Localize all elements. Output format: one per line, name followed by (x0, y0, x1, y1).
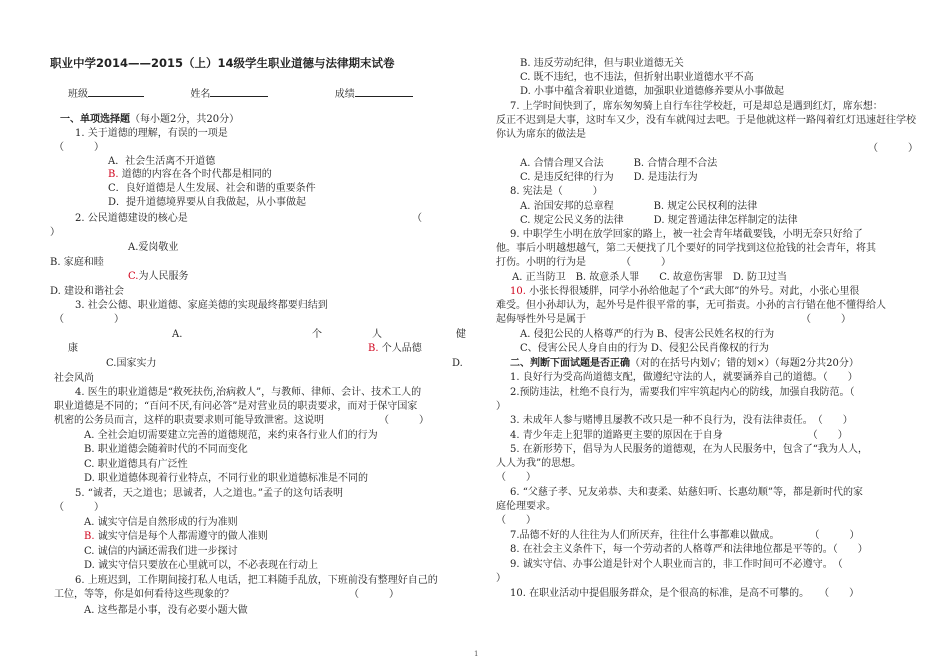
question-9: 9. 中职学生小明在放学回家的路上，被一社会青年堵截要钱，小明无奈只好给了 (510, 229, 863, 240)
option: C.为人民服务 (128, 271, 189, 282)
answer-paren: （ (412, 213, 422, 224)
option: A. 正当防卫 B. 故意杀人罪 C. 故意伤害罪 D. 防卫过当 (512, 272, 787, 283)
judge-item: 10. 在职业活动中提倡服务群众，是个很高的标准，是高不可攀的。 （ ） (510, 588, 860, 599)
option: C. 职业道德具有广泛性 (84, 459, 188, 470)
answer-paren: ） (50, 227, 60, 238)
option: D. 诚实守信只要放在心里就可以，不必表现在行动上 (84, 560, 319, 571)
score-label: 成绩 (334, 89, 355, 100)
judge-item: 9. 诚实守信、办事公道是针对个人职业而言的，非工作时间可不必遵守。 （ (510, 559, 843, 570)
answer-paren: （ ） (868, 143, 918, 154)
question-9: 打伤。小明的行为是 （ ） (496, 257, 671, 268)
option: A. 侵犯公民的人格尊严的行为 B、侵害公民姓名权的行为 (520, 329, 775, 340)
judge-item: 2.预防违法，杜绝不良行为，需要我们牢牢筑起内心的防线，加强自我防范。（ (510, 387, 855, 398)
option: B. 职业道德会随着时代的不同而变化 (84, 444, 248, 455)
option: 康 (68, 343, 78, 354)
option: C. 规定公民义务的法律 D. 规定普通法律怎样制定的法律 (520, 215, 798, 226)
answer-paren: （ ） (54, 314, 124, 325)
question-9: 他。事后小明越想越气，第二天便找了几个要好的同学找到这位抢钱的社会青年，将其 (496, 243, 876, 254)
question-6: 工位，等等，你是如何看待这些现象的？ （ ） (54, 589, 399, 600)
section-2-heading: 二、判断下面试题是否正确（对的在括号内划√；错的划×）（每题2分共20分） (510, 358, 859, 369)
question-4: 机密的公务员而言，这样的职责要求则可能导致泄密。这说明 （ ） (54, 415, 429, 426)
question-6: 6. 上班迟到，工作期间接打私人电话，把工料随手乱放，下班前没有整理好自己的 (75, 575, 438, 586)
option: B. 个人品德 (368, 343, 422, 354)
question-10: 起侮辱性外号是属于 （ ） (496, 314, 851, 325)
name-blank (210, 86, 268, 97)
option: 个 (312, 329, 322, 340)
option: C. 既不违纪，也不违法，但折射出职业道德水平不高 (520, 72, 754, 83)
question-1: 1. 关于道德的理解，有误的一项是 (75, 128, 228, 139)
answer-paren: ） (496, 401, 506, 412)
judge-item: 人人为我”的思想。 (496, 458, 582, 469)
option: A. 全社会迫切需要建立完善的道德规范，来约束各行业人们的行为 (84, 430, 378, 441)
option: C.国家实力 (106, 358, 157, 369)
option: A．社会生活离不开道德 (108, 156, 216, 167)
answer-paren: （ ） (54, 502, 104, 513)
answer-paren: （ ） (496, 472, 536, 483)
name-label: 姓名 (190, 89, 211, 100)
option: B. 家庭和睦 (50, 257, 104, 268)
option: D．提升道德境界要从自我做起，从小事做起 (108, 197, 307, 208)
option: C．良好道德是人生发展、社会和谐的重要条件 (108, 183, 316, 194)
judge-item: 庭伦理要求。 (496, 501, 556, 512)
question-10: 难受。但小孙却认为，起外号是件很平常的事，无可指责。小孙的言行错在他不懂得给人 (496, 300, 886, 311)
judge-item: 3. 未成年人参与赌博且屡教不改只是一种不良行为，没有法律责任。 （ ） (510, 415, 853, 426)
option: D. 职业道德体现着行业特点，不同行业的职业道德标准是不同的 (84, 473, 369, 484)
question-7: 你认为席东的做法是 (496, 129, 586, 140)
page-number: 1 (474, 650, 479, 658)
option: A. 合情合理又合法 B. 合情合理不合法 (520, 158, 718, 169)
judge-item: 5. 在新形势下，倡导为人民服务的道德观，在为人民服务中，包含了“我为人人， (510, 444, 868, 455)
judge-item: 4. 青少年走上犯罪的道路更主要的原因在于自身 （ ） (510, 430, 848, 441)
question-4: 职业道德是不同的；“百问不厌,有问必答”是对营业员的职责要求，而对于保守国家 (54, 401, 418, 412)
option: A. (172, 329, 183, 340)
judge-item: 8. 在社会主义条件下，每一个劳动者的人格尊严和法律地位都是平等的。（ ） (510, 544, 868, 555)
option: D. (452, 358, 463, 369)
question-8: 8. 宪法是（ ） (510, 186, 603, 197)
option: B. 违反劳动纪律，但与职业道德无关 (520, 58, 684, 69)
class-label: 班级 (68, 89, 88, 100)
question-7: 7. 上学时间快到了，席东匆匆骑上自行车往学校赶，可是却总是遇到红灯，席东想： (510, 101, 883, 112)
answer-paren: （ ） (54, 142, 104, 153)
option: D. 建设和谐社会 (50, 286, 125, 297)
judge-item: 1. 良好行为受高尚道德支配，做遵纪守法的人，就要涵养自己的道德。（ ） (510, 372, 858, 383)
option: A. 这些都是小事，没有必要小题大做 (84, 605, 248, 616)
option: B. 道德的内容在各个时代都是相同的 (108, 169, 272, 180)
option: C、侵害公民人身自由的行为 D、侵犯公民肖像权的行为 (520, 343, 769, 354)
judge-item: 6. “父慈子孝、兄友弟恭、夫和妻柔、姑慈妇听、长惠幼顺”等，都是新时代的家 (510, 487, 863, 498)
question-10: 10. 小张长得很矮胖，同学小孙给他起了个“武大郎”的外号。对此，小张心里很 (510, 286, 860, 297)
option: A. 治国安邦的总章程 B. 规定公民权利的法律 (520, 201, 758, 212)
judge-item: 7.品德不好的人往往为人们所厌弃，往往什么事都难以做成。 （ ） (510, 530, 860, 541)
option: C. 诚信的内涵还需我们进一步探讨 (84, 546, 238, 557)
option: A.爱岗敬业 (128, 242, 179, 253)
option: C. 是违反纪律的行为 D. 是违法行为 (520, 172, 698, 183)
option: 人 (372, 329, 382, 340)
option: D. 小事中蕴含着职业道德，加强职业道德修养要从小事做起 (520, 86, 785, 97)
class-blank (88, 86, 144, 97)
answer-paren: （ ） (496, 515, 536, 526)
option: 健 (456, 329, 466, 340)
page-title: 职业中学2014——2015（上）14级学生职业道德与法律期末试卷 (50, 56, 395, 70)
section-1-heading: 一、单项选择题（每小题2分，共20分） (60, 114, 240, 125)
option: A. 诚实守信是自然形成的行为准则 (84, 517, 238, 528)
question-7: 反正不迟到是大事，这时车又少，没有车就闯过去吧。于是他就这样一路闯着红灯迅速赶往学校 (496, 115, 916, 126)
option: 社会风尚 (54, 373, 94, 384)
answer-paren: ） (496, 573, 506, 584)
question-3: 3. 社会公德、职业道德、家庭美德的实现最终都要归结到 (75, 300, 328, 311)
info-row (68, 86, 413, 101)
option: B. 诚实守信是每个人都需遵守的做人准则 (84, 531, 268, 542)
question-2: 2. 公民道德建设的核心是 (75, 213, 188, 224)
score-blank (355, 86, 413, 97)
question-5: 5. “诚者，天之道也；思诚者，人之道也。”孟子的这句话表明 (75, 488, 343, 499)
question-4: 4. 医生的职业道德是“救死扶伤,治病救人”，与教师、律师、会计、技术工人的 (75, 387, 422, 398)
